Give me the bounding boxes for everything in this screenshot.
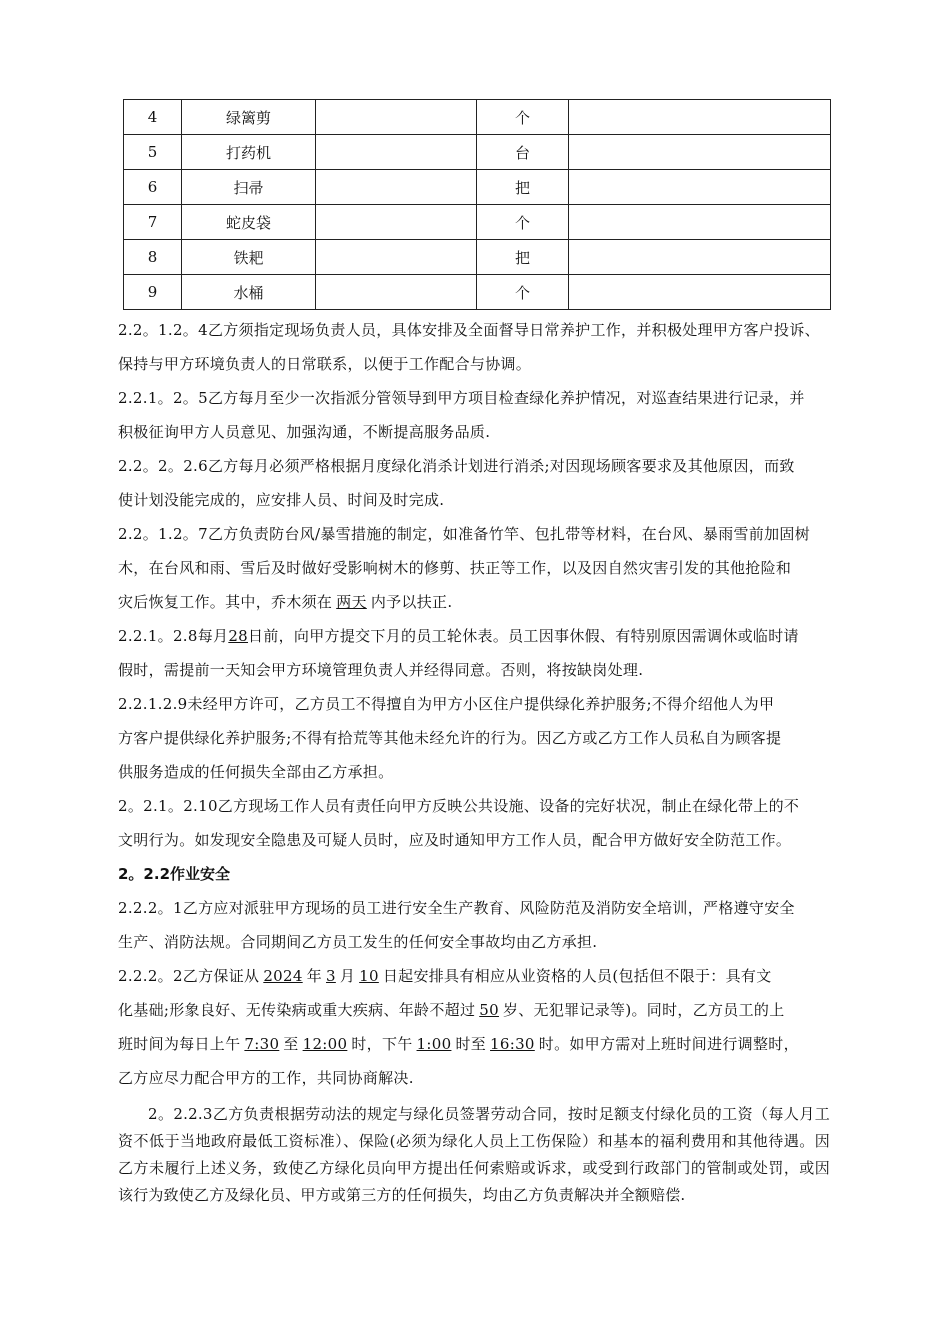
- text-line: 2。2.1。2.10乙方现场工作人员有责任向甲方反映公共设施、设备的完好状况，制止在绿化带上的不: [118, 797, 800, 815]
- tool-unit: 把: [477, 240, 569, 275]
- text-line: 2.2。2。2.6乙方每月必须严格根据月度绿化消杀计划进行消杀;对因现场顾客要求及其他原因，而致: [118, 457, 795, 475]
- row-number: 5: [124, 135, 182, 170]
- tool-spec: [316, 275, 477, 310]
- tool-name: 打药机: [182, 135, 316, 170]
- table-row: [124, 205, 831, 240]
- paragraph-2-2-2-1: [118, 891, 830, 959]
- paragraph-2-2-2-3: 2。2.2.3乙方负责根据劳动法的规定与绿化员签署劳动合同，按时足额支付绿化员的工资（每人月工资不低于当地政府最低工资标准）、保险(必须为绿化人员上工伤保险）和基本的福利费用和其他待遇。因乙方未履行上述义务，致使乙方绿化员向甲方提出任何索赔或诉求，或受到行政部门的管制或处罚，或因该行为致使乙方及绿化员、甲方或第三方的任何损失，均由乙方负责解决并全额赔偿.: [118, 1105, 830, 1204]
- text-line: 岁、无犯罪记录等)。同时，乙方员工的上: [502, 1001, 785, 1019]
- section-heading: 2。2.2作业安全: [118, 865, 231, 883]
- paragraph-2-2-1-2-7: [118, 517, 830, 619]
- row-number: 7: [124, 205, 182, 240]
- underlined-time: 1:00: [416, 1035, 452, 1053]
- tool-unit: 把: [477, 170, 569, 205]
- text-line: 乙方应尽力配合甲方的工作，共同协商解决.: [118, 1069, 414, 1087]
- text-line: 生产、消防法规。合同期间乙方员工发生的任何安全事故均由乙方承担.: [118, 933, 598, 951]
- paragraph-2-2-2-2: [118, 959, 830, 1095]
- row-number: 9: [124, 275, 182, 310]
- tool-unit: 个: [477, 275, 569, 310]
- tool-note: [569, 135, 831, 170]
- paragraph-2-2-1-2-8: [118, 619, 830, 687]
- text-line: 班时间为每日上午: [118, 1035, 241, 1053]
- text-line: 时，下午: [351, 1035, 413, 1053]
- tool-unit: 个: [477, 205, 569, 240]
- underlined-value: 两天: [336, 593, 367, 611]
- text-line: 时至: [455, 1035, 487, 1053]
- text-line: 供服务造成的任何损失全部由乙方承担。: [118, 763, 394, 781]
- tool-unit: 个: [477, 100, 569, 135]
- text-line: 灾后恢复工作。其中，乔木须在: [118, 593, 333, 611]
- text-line: 使计划没能完成的，应安排人员、时间及时完成.: [118, 491, 445, 509]
- tool-name: 水桶: [182, 275, 316, 310]
- text-line: 2.2。1.2。7乙方负责防台风/暴雪措施的制定，如准备竹竿、包扎带等材料，在台风、暴雨雪前加固树: [118, 525, 811, 543]
- underlined-time: 12:00: [302, 1035, 348, 1053]
- text-line: 内予以扶正.: [370, 593, 453, 611]
- tool-unit: 台: [477, 135, 569, 170]
- tool-note: [569, 170, 831, 205]
- text-line: 化基础;形象良好、无传染病或重大疾病、年龄不超过: [118, 1001, 476, 1019]
- tools-table-body: [124, 100, 831, 310]
- tool-spec: [316, 205, 477, 240]
- text-line: 假时，需提前一天知会甲方环境管理负责人并经得同意。否则，将按缺岗处理.: [118, 661, 644, 679]
- underlined-day: 10: [359, 967, 379, 985]
- text-line: 2.2.1。2.8每月: [118, 627, 229, 645]
- row-number: 8: [124, 240, 182, 275]
- underlined-year: 2024: [263, 967, 303, 985]
- underlined-value: 28: [228, 627, 249, 645]
- text-line: 年: [306, 967, 322, 985]
- text-line: 文明行为。如发现安全隐患及可疑人员时，应及时通知甲方工作人员，配合甲方做好安全防范工作。: [118, 831, 792, 849]
- paragraph-2-2-1-2-10: [118, 789, 830, 857]
- text-line: 日前，向甲方提交下月的员工轮休表。员工因事休假、有特别原因需调休或临时请: [248, 627, 799, 645]
- text-line: 方客户提供绿化养护服务;不得有拾荒等其他未经允许的行为。因乙方或乙方工作人员私自为顾客提: [118, 729, 782, 747]
- text-line: 日起安排具有相应从业资格的人员(包括但不限于：具有文: [382, 967, 772, 985]
- tool-name: 铁耙: [182, 240, 316, 275]
- text-line: 2.2.1。2。5乙方每月至少一次指派分管领导到甲方项目检查绿化养护情况，对巡查结果进行记录，并: [118, 389, 805, 407]
- text-line: 积极征询甲方人员意见、加强沟通，不断提高服务品质.: [118, 423, 491, 441]
- table-row: [124, 100, 831, 135]
- tool-name: 蛇皮袋: [182, 205, 316, 240]
- table-row: [124, 135, 831, 170]
- paragraph-2-2-2-2-6: [118, 449, 830, 517]
- text-line: 至: [283, 1035, 299, 1053]
- text-line: 木，在台风和雨、雪后及时做好受影响树木的修剪、扶正等工作，以及因自然灾害引发的其他抢险和: [118, 559, 792, 577]
- tool-spec: [316, 135, 477, 170]
- tool-spec: [316, 100, 477, 135]
- table-row: [124, 275, 831, 310]
- text-line: 2.2.1.2.9未经甲方许可，乙方员工不得擅自为甲方小区住户提供绿化养护服务;不得介绍他人为甲: [118, 695, 775, 713]
- tool-name: 绿篱剪: [182, 100, 316, 135]
- text-line: 2.2.2。1乙方应对派驻甲方现场的员工进行安全生产教育、风险防范及消防安全培训，严格遵守安全: [118, 899, 795, 917]
- tool-name: 扫帚: [182, 170, 316, 205]
- body-text: [118, 313, 830, 1209]
- text-line: 2.2.2。2乙方保证从: [118, 967, 260, 985]
- table-row: [124, 240, 831, 275]
- tool-note: [569, 240, 831, 275]
- tool-spec: [316, 170, 477, 205]
- tools-table: [123, 99, 831, 310]
- tool-note: [569, 205, 831, 240]
- text-line: 2.2。1.2。4乙方须指定现场负责人员，具体安排及全面督导日常养护工作，并积极处理甲方客户投诉、: [118, 321, 820, 339]
- underlined-age: 50: [479, 1001, 499, 1019]
- paragraph-2-2-1-2-4: [118, 313, 830, 381]
- tool-note: [569, 275, 831, 310]
- tool-spec: [316, 240, 477, 275]
- row-number: 4: [124, 100, 182, 135]
- underlined-month: 3: [326, 967, 336, 985]
- text-line: 月: [339, 967, 356, 985]
- table-row: [124, 170, 831, 205]
- paragraph-2-2-1-2-5: [118, 381, 830, 449]
- paragraph-2-2-1-2-9: [118, 687, 830, 789]
- text-line: 保持与甲方环境负责人的日常联系，以便于工作配合与协调。: [118, 355, 532, 373]
- row-number: 6: [124, 170, 182, 205]
- text-line: 时。如甲方需对上班时间进行调整时，: [538, 1035, 799, 1053]
- tool-note: [569, 100, 831, 135]
- underlined-time: 7:30: [244, 1035, 280, 1053]
- underlined-time: 16:30: [490, 1035, 535, 1053]
